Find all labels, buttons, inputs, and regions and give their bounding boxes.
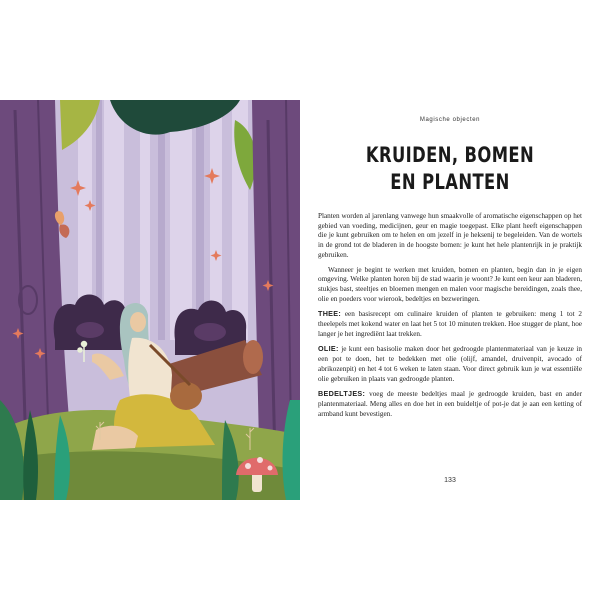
term-paragraph xyxy=(318,309,582,339)
term-text: een basisrecept om culinaire kruiden of planten te gebruiken: meng 1 tot 2 theelepels met kokend water en laat het 5 tot 10 minuten trekken. Hoe stugger de plant, hoe langer je het ingrediënt laat trekken. xyxy=(318,310,582,338)
paragraph: Wanneer je begint te werken met kruiden, bomen en planten, begin dan in je eigen omgeving. Welke planten horen bij de stad waarin je woont? Je kunt een keur aan bladeren, stukjes bast, steeltjes en bloemen mengen en malen voor magische bereidingen, zoals thee, olie en poeders voor wierook, bedeltjes en bezweringen. xyxy=(318,265,582,303)
title-line: KRUIDEN, BOMEN xyxy=(365,143,535,167)
term-paragraph xyxy=(318,389,582,419)
term-text: je kunt een basisolie maken door het gedroogde plantenmateriaal van je keuze in een pot te doen, het te bedekken met olie (olijf, amandel, druivenpit, avocado of abrikozenpit) en het 4 tot 6 weken te laten staan. Voor direct gebruik kun je wat essentiële olie gebruiken in plaats van gedroogde planten. xyxy=(318,345,582,383)
page-number: 133 xyxy=(444,477,456,484)
term-label: BEDELTJES: xyxy=(318,389,366,399)
term-label: THEE: xyxy=(318,309,342,319)
text-page xyxy=(300,100,600,500)
term-paragraph xyxy=(318,344,582,384)
body-text xyxy=(318,212,582,424)
title-line: EN PLANTEN xyxy=(390,170,510,194)
paragraph: Planten worden al jarenlang vanwege hun smaakvolle of aromatische eigenschappen op het gebied van voeding, medicijnen, geur en magie toegepast. Elke plant heeft eigenschappen die je kunt gebruiken om te helen en om jezelf in je heksenij te begeleiden. Van de wortels in de grond tot de bladeren in de hoogste bomen: je kunt het hele plantenrijk in je praktijk gebruiken. xyxy=(318,212,582,259)
forest-illustration xyxy=(0,100,300,500)
page-title xyxy=(333,142,567,196)
section-label: Magische objecten xyxy=(419,117,481,123)
term-label: OLIE: xyxy=(318,344,339,354)
term-text: voeg de meeste bedeltjes maal je gedroogde kruiden, bast en ander plantenmateriaal. Meng alles en doe het in een buideltje of pot-je dat je aan een ketting of armband kunt bevestigen. xyxy=(318,390,582,418)
